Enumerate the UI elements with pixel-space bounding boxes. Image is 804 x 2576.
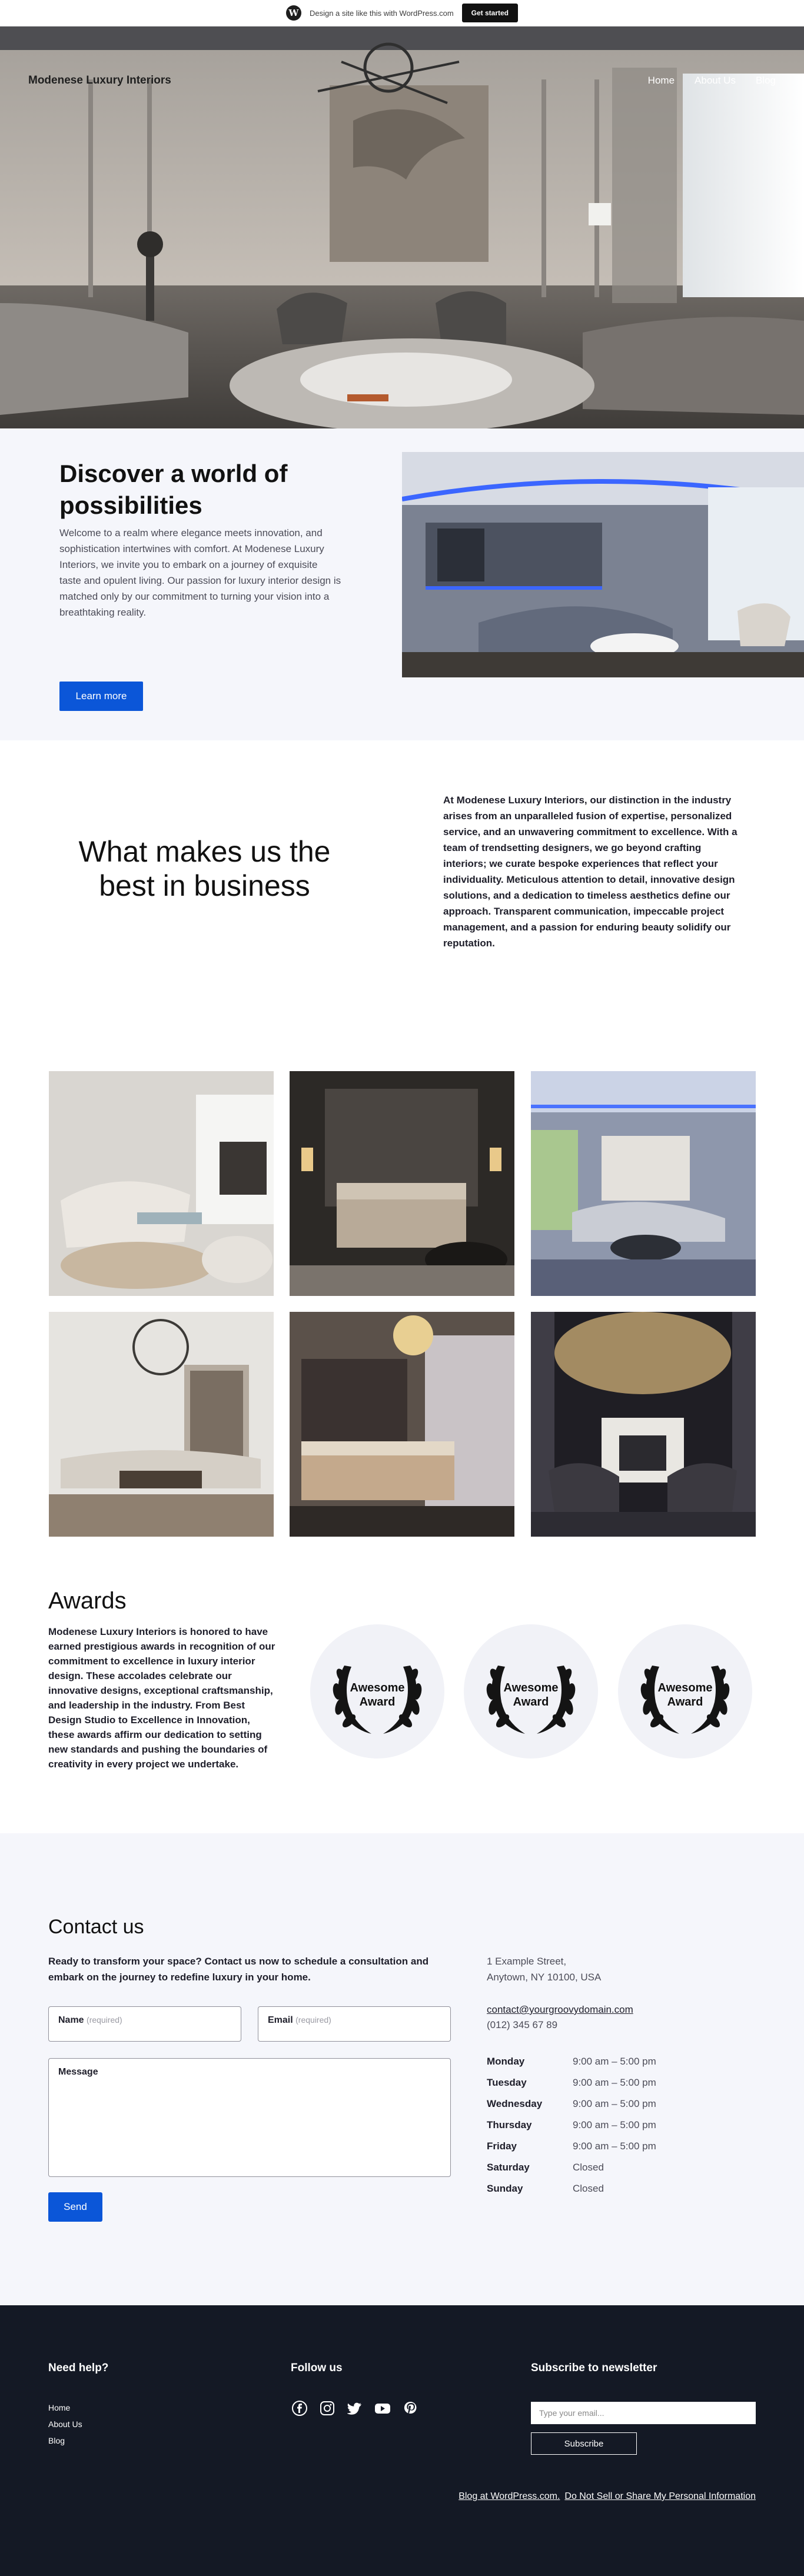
contact-phone: (012) 345 67 89	[487, 2019, 558, 2030]
send-button[interactable]: Send	[48, 2192, 102, 2222]
gallery-section	[0, 1022, 804, 1555]
award-badge	[618, 1624, 752, 1759]
contact-title: Contact us	[48, 1916, 144, 1938]
footer-nav	[48, 2399, 82, 2449]
hero-section	[0, 26, 804, 428]
best-body: At Modenese Luxury Interiors, our distinction in the industry arises from an unparalleled fusion of expertise, personalized service, and an unwavering commitment to excellence. With a team of trendsetting designers, we go beyond crafting interiors; we curate bespoke experiences that reflect your individuality. Meticulous attention to detail, innovative design solutions, and a dedication to timeless aesthetics define our approach. Transparent communication, impeccable project management, and a passion for enduring beauty solidify our reputation.	[443, 795, 737, 949]
opening-hours	[487, 2051, 734, 2199]
promo-text[interactable]: Design a site like this with WordPress.com	[309, 8, 454, 18]
name-field[interactable]: Name (required)	[48, 2006, 241, 2042]
award-label: Awesome Award	[503, 1681, 559, 1709]
need-help-title: Need help?	[48, 2362, 109, 2374]
newsletter-title: Subscribe to newsletter	[531, 2362, 657, 2374]
gallery-image-library-lounge	[49, 1312, 274, 1537]
footer-credits	[459, 2491, 756, 2502]
facebook-icon[interactable]	[291, 2399, 308, 2417]
footer-link-about-us[interactable]: About Us	[48, 2419, 82, 2429]
hours-row: Monday 9:00 am – 5:00 pm	[487, 2056, 656, 2067]
twitter-icon[interactable]	[346, 2399, 364, 2417]
award-label: Awesome Award	[350, 1681, 405, 1709]
site-header	[0, 69, 804, 92]
lounge-image	[402, 452, 804, 677]
gallery-image-curtain-bedroom	[290, 1312, 514, 1537]
learn-more-button[interactable]: Learn more	[59, 682, 143, 711]
nav-home[interactable]: Home	[647, 75, 675, 86]
best-title: What makes us the best in business	[78, 835, 331, 902]
hours-row: Sunday Closed	[487, 2183, 604, 2194]
address: 1 Example Street, Anytown, NY 10100, USA	[487, 1956, 602, 1983]
award-label: Awesome Award	[657, 1681, 713, 1709]
gallery-image-white-lounge	[49, 1071, 274, 1296]
discover-body: Welcome to a realm where elegance meets innovation, and sophistication intertwines with comfort. At Modenese Luxury Interiors, we invite you to embark on a journey of exquisite taste and opulent living. Our passion for luxury interior design is matched only by our commitment to turning your vision into a breathtaking reality.	[59, 527, 341, 618]
contact-email-link[interactable]: contact@yourgroovydomain.com	[487, 2004, 633, 2015]
award-badge	[464, 1624, 598, 1759]
contact-intro: Ready to transform your space? Contact us now to schedule a consultation and embark on the journey to redefine luxury in your home.	[48, 1956, 429, 1983]
awards-title: Awards	[48, 1588, 127, 1614]
discover-section	[0, 428, 804, 740]
privacy-link[interactable]: Do Not Sell or Share My Personal Information	[564, 2491, 756, 2501]
gallery-image-blue-lounge	[531, 1071, 756, 1296]
wordpress-promo-bar	[0, 0, 804, 26]
message-field[interactable]: Message	[48, 2058, 451, 2177]
hours-row: Friday 9:00 am – 5:00 pm	[487, 2140, 656, 2152]
primary-nav	[648, 75, 776, 87]
hours-row: Tuesday 9:00 am – 5:00 pm	[487, 2077, 656, 2088]
gallery-image-dark-bedroom	[290, 1071, 514, 1296]
hours-row: Wednesday 9:00 am – 5:00 pm	[487, 2098, 656, 2109]
subscribe-button[interactable]: Subscribe	[531, 2432, 637, 2455]
site-footer	[0, 2305, 804, 2576]
nav-blog[interactable]: Blog	[755, 75, 776, 86]
hours-row: Saturday Closed	[487, 2162, 604, 2173]
social-links	[291, 2399, 419, 2417]
instagram-icon[interactable]	[318, 2399, 336, 2417]
footer-link-blog[interactable]: Blog	[48, 2436, 65, 2445]
award-badge	[310, 1624, 444, 1759]
gallery-image-chandelier-lounge	[531, 1312, 756, 1537]
wordpress-logo-icon[interactable]: W	[286, 5, 301, 21]
site-title[interactable]: Modenese Luxury Interiors	[28, 74, 171, 87]
hours-row: Thursday 9:00 am – 5:00 pm	[487, 2119, 656, 2130]
contact-section	[0, 1833, 804, 2305]
footer-link-home[interactable]: Home	[48, 2403, 71, 2412]
email-field[interactable]: Email (required)	[258, 2006, 451, 2042]
youtube-icon[interactable]	[374, 2399, 391, 2417]
nav-about-us[interactable]: About Us	[695, 75, 736, 86]
awards-body: Modenese Luxury Interiors is honored to have earned prestigious awards in recognition of our commitment to excellence in luxury interior design. These accolades celebrate our innovative designs, exceptional craftsmanship, and leadership in the industry. From Best Design Studio to Excellence in Innovation, these awards affirm our dedication to setting new standards and pushing the boundaries of creativity in every project we undertake.	[48, 1626, 275, 1770]
pinterest-icon[interactable]	[401, 2399, 419, 2417]
best-in-business-section	[0, 740, 804, 1022]
follow-us-title: Follow us	[291, 2362, 343, 2374]
blog-at-wordpress-link[interactable]: Blog at WordPress.com.	[459, 2491, 560, 2501]
discover-title: Discover a world of possibilities	[59, 460, 288, 519]
awards-section	[0, 1555, 804, 1833]
get-started-button[interactable]: Get started	[462, 4, 518, 22]
newsletter-email-input[interactable]: Type your email...	[531, 2402, 756, 2424]
